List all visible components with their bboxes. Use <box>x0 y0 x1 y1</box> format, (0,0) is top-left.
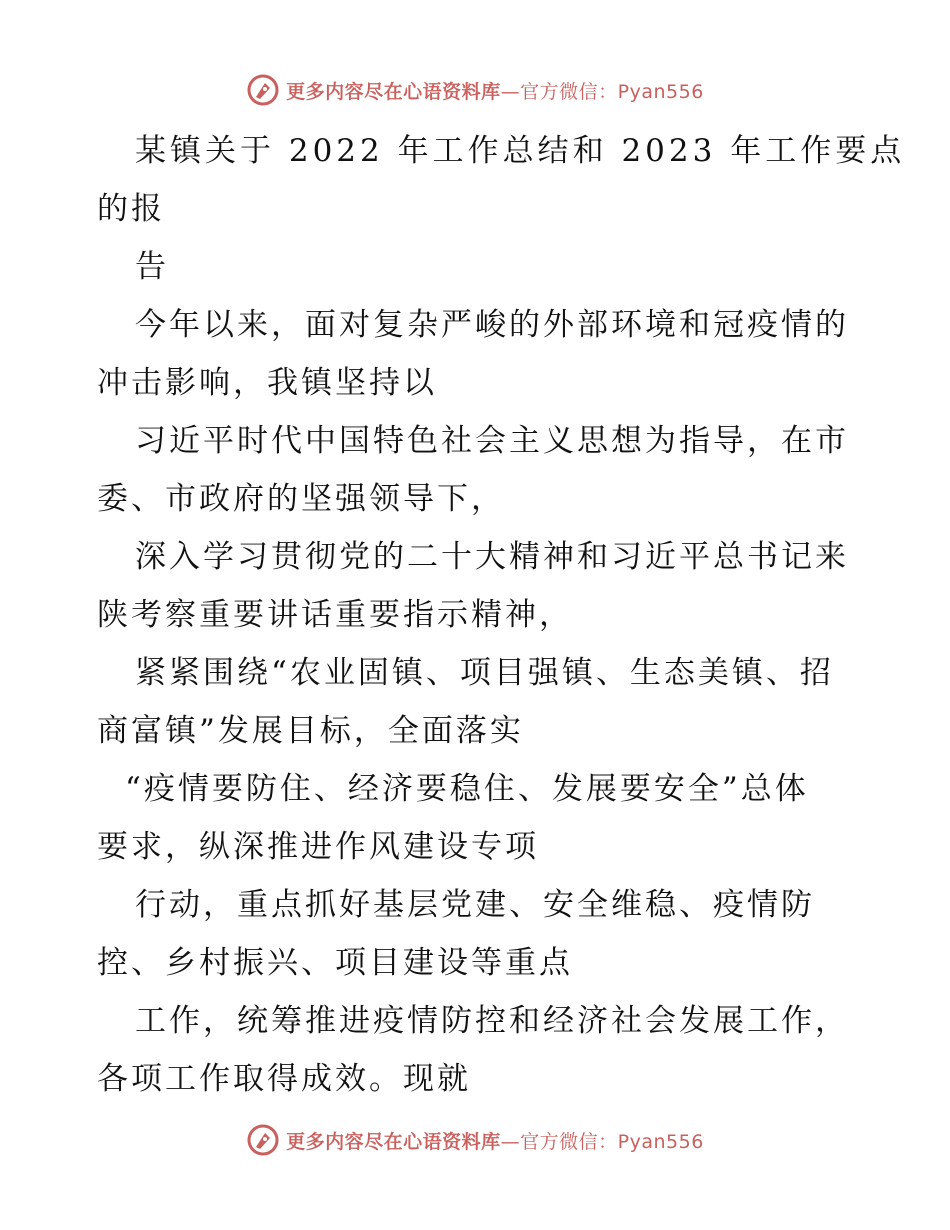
paragraph-line: 习近平时代中国特色社会主义思想为指导，在市 <box>135 423 849 459</box>
document-body <box>97 122 906 1108</box>
watermark-brand: 更多内容尽在心语资料库 <box>286 80 501 103</box>
watermark-contact: 官方微信：Pyan556 <box>520 80 704 103</box>
paragraph-line: 控、乡村振兴、项目建设等重点 <box>97 945 573 981</box>
watermark-brand: 更多内容尽在心语资料库 <box>286 1130 501 1153</box>
watermark-separator: — <box>500 80 521 103</box>
document-title-end: 告 <box>135 249 169 285</box>
document-title: 某镇关于 2022 年工作总结和 2023 年工作要点 <box>135 133 906 169</box>
paragraph-line: 各项工作取得成效。现就 <box>97 1061 471 1097</box>
pen-nib-circle-icon <box>246 1123 280 1157</box>
watermark-separator: — <box>500 1130 521 1153</box>
paragraph-line: 工作，统筹推进疫情防控和经济社会发展工作， <box>135 1003 849 1039</box>
document-title-continued: 的报 <box>97 191 165 227</box>
paragraph-line: 冲击影响，我镇坚持以 <box>97 365 437 401</box>
paragraph-line: “疫情要防住、经济要稳住、发展要安全”总体 <box>125 771 809 807</box>
paragraph-line: 紧紧围绕“农业固镇、项目强镇、生态美镇、招 <box>135 655 834 691</box>
footer-watermark <box>0 1122 950 1158</box>
paragraph-line: 商富镇”发展目标，全面落实 <box>97 713 524 749</box>
watermark-contact: 官方微信：Pyan556 <box>520 1130 704 1153</box>
paragraph-line: 行动，重点抓好基层党建、安全维稳、疫情防 <box>135 887 815 923</box>
paragraph-line: 深入学习贯彻党的二十大精神和习近平总书记来 <box>135 539 849 575</box>
header-watermark <box>0 72 950 108</box>
paragraph-line: 陕考察重要讲话重要指示精神， <box>97 597 573 633</box>
paragraph-line: 要求，纵深推进作风建设专项 <box>97 829 539 865</box>
pen-nib-circle-icon <box>246 73 280 107</box>
paragraph-line: 委、市政府的坚强领导下， <box>97 481 505 517</box>
paragraph-line: 今年以来，面对复杂严峻的外部环境和冠疫情的 <box>135 307 849 343</box>
